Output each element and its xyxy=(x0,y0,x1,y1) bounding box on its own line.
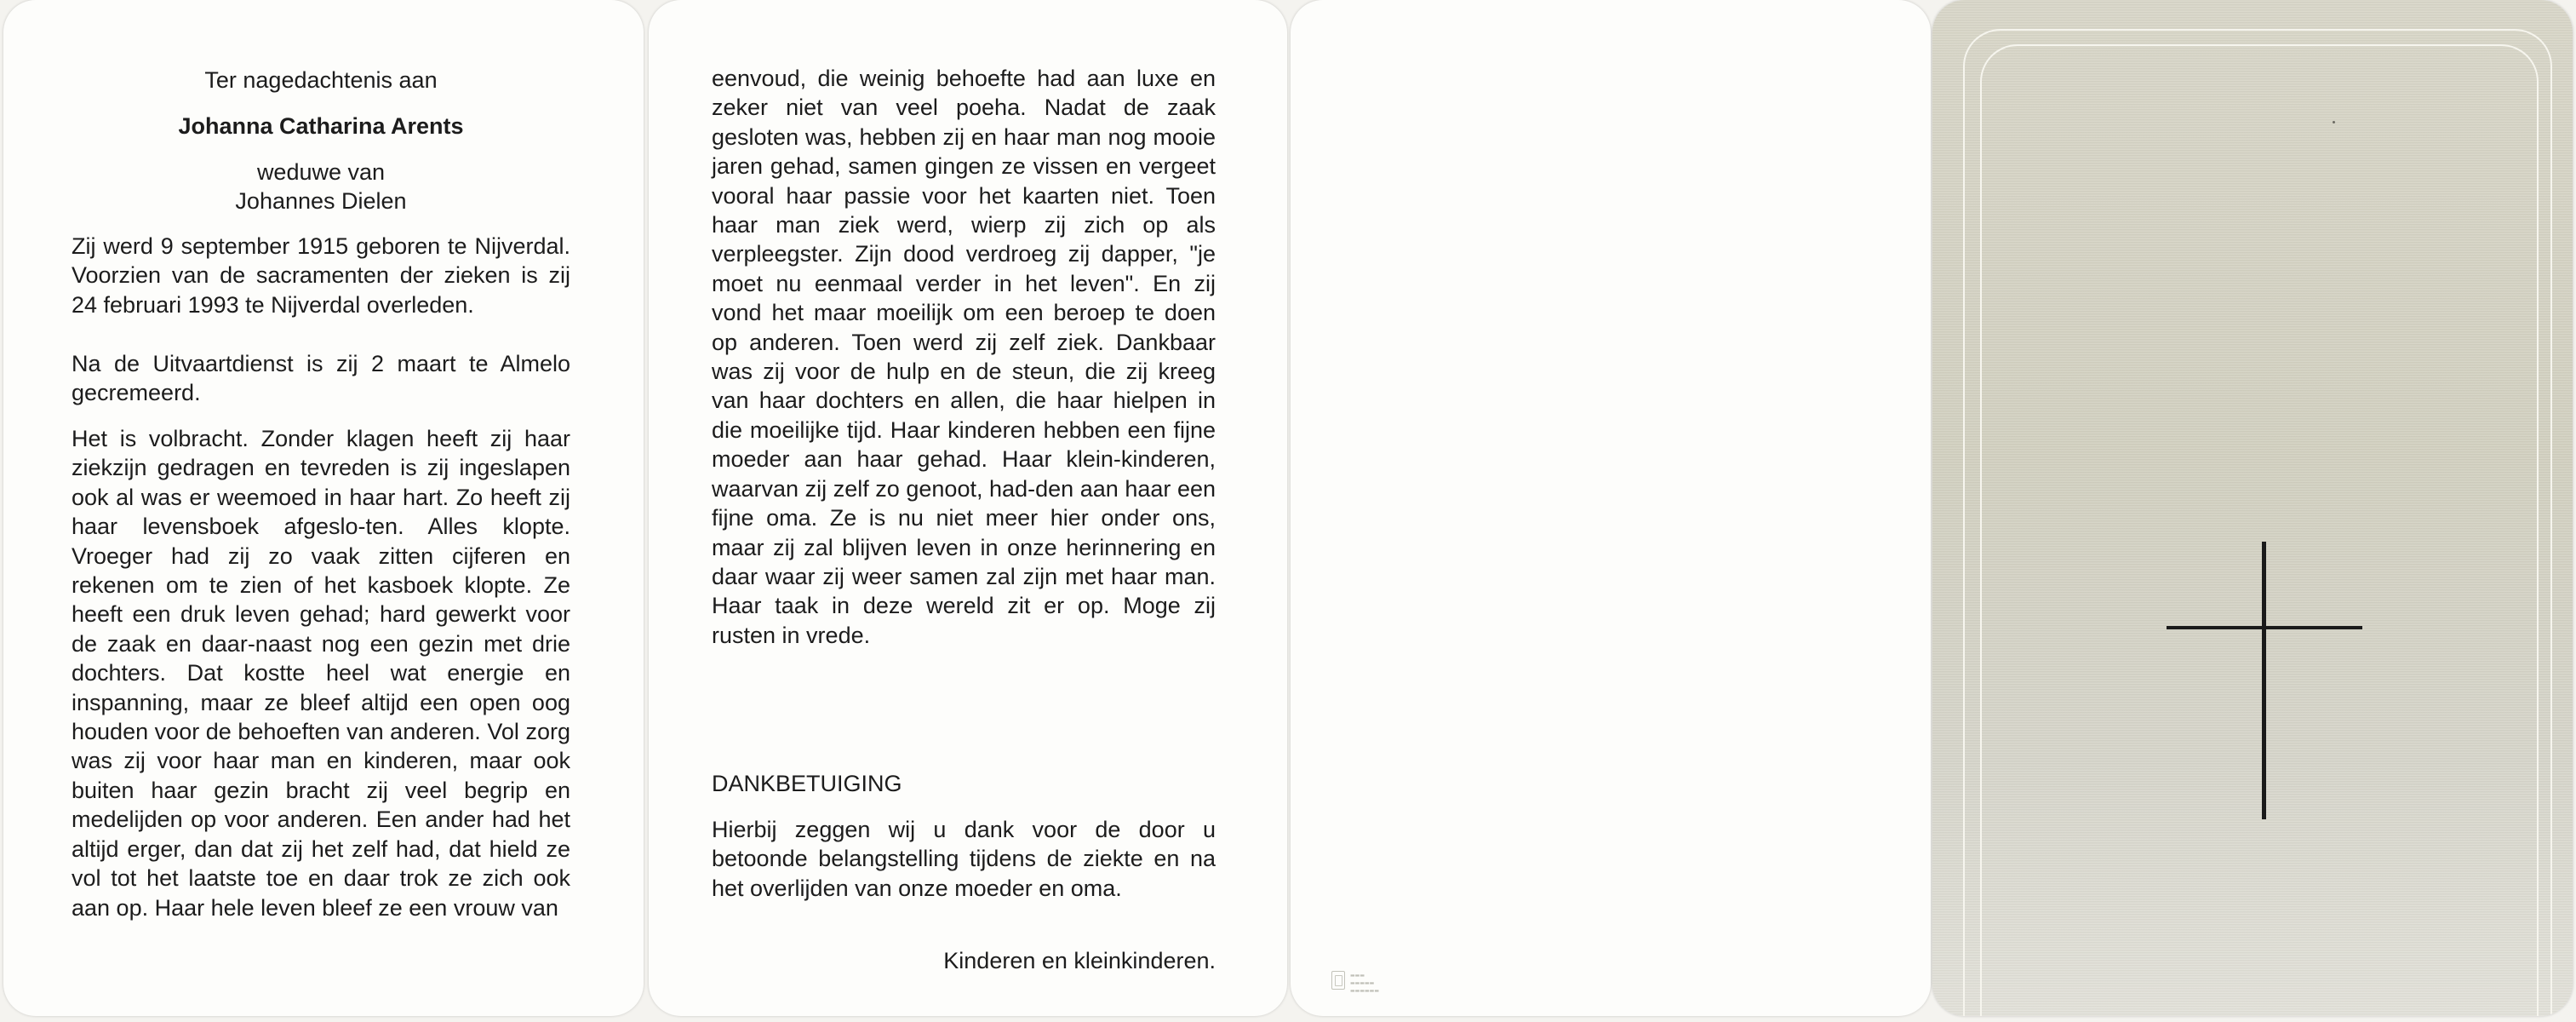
printer-mark xyxy=(1331,971,1379,994)
deceased-name: Johanna Catharina Arents xyxy=(178,113,464,139)
thanks-heading: DANKBETUIGING xyxy=(712,771,902,796)
frame-line-inner xyxy=(1980,44,2539,1016)
tribute-paragraph-part2: eenvoud, die weinig behoefte had aan luxe en zeker niet van veel poeha. Nadat de zaak gesloten was, hebben zij en haar man nog mooie jaren gehad, samen gingen ze vissen en vergeet vooral haar passie voor het kaarten niet. Toen haar man ziek werd, wierp zij zich op als verpleegster. Zijn dood verdroeg zij dapper, "je moet nu eenmaal verder in het leven". En zij vond het maar moeilijk om een beroep te doen op anderen. Toen werd zij zelf ziek. Dankbaar was zij voor de hulp en de steun, die zij kreeg van haar dochters en allen, die haar hielpen in die moeilijke tijd. Haar kinderen hebben een fijne moeder aan haar gehad. Haar klein-kinderen, waarvan zij zelf zo genoot, had-den aan haar een fijne oma. Ze is nu niet meer hier onder ons, maar zij zal blijven leven in onze herinnering en daar waar zij weer samen zal zijn met haar man. Haar taak in deze wereld zit er op. Moge zij rusten in vrede. xyxy=(712,66,1216,648)
printer-logo-icon xyxy=(1331,971,1345,990)
cross-vertical-bar xyxy=(2262,542,2266,819)
cross-horizontal-bar xyxy=(2167,626,2362,629)
intro-heading: Ter nagedachtenis aan xyxy=(204,67,438,93)
biography-paragraph: Zij werd 9 september 1915 geboren te Nijverdal. Voorzien van de sacramenten der zieken is zij 24 februari 1993 te Nijverdal overleden. xyxy=(72,233,570,318)
inside-left-panel xyxy=(3,0,644,1016)
inside-right-panel xyxy=(649,0,1287,1016)
cremation-paragraph: Na de Uitvaartdienst is zij 2 maart te Almelo gecremeerd. xyxy=(72,351,570,406)
speck xyxy=(2333,121,2335,123)
tribute-paragraph-part1: Het is volbracht. Zonder klagen heeft zij haar ziekzijn gedragen en tevreden is zij ingeslapen ook al was er weemoed in haar hart. Zo heeft zij haar levensboek afgeslo-ten. Alles klopte. Vroeger had zij zo vaak zitten cijferen en rekenen om te zien of het kasboek klopte. Ze heeft een druk leven gehad; hard gewerkt voor de zaak en daar-naast nog een gezin met drie dochters. Dat kostte heel wat energie en inspanning, maar ze bleef altijd een open oog houden voor de behoeften van anderen. Vol zorg was zij voor haar man en kinderen, maar ook buiten haar gezin bracht zij veel begrip en medelijden op voor anderen. Een ander had het altijd erger, dan dat zij het zelf had, dat hield ze vol tot het laatste toe en daar trok ze zich ook aan op. Haar hele leven bleef ze een vrouw van xyxy=(72,426,570,921)
printer-mark-fine-print: ▬▬▬ ▬▬▬▬▬ ▬▬▬▬▬▬ xyxy=(1350,973,1380,994)
signature: Kinderen en kleinkinderen. xyxy=(943,948,1216,973)
cross-icon xyxy=(2167,542,2362,819)
front-cover-panel xyxy=(1932,0,2573,1016)
thanks-paragraph: Hierbij zeggen wij u dank voor de door u betoonde belangstelling tijdens de ziekte en na het overlijden van onze moeder en oma. xyxy=(712,817,1216,901)
widow-line: weduwe van xyxy=(256,159,386,185)
back-cover-panel xyxy=(1291,0,1931,1016)
spouse-name: Johannes Dielen xyxy=(235,188,407,214)
